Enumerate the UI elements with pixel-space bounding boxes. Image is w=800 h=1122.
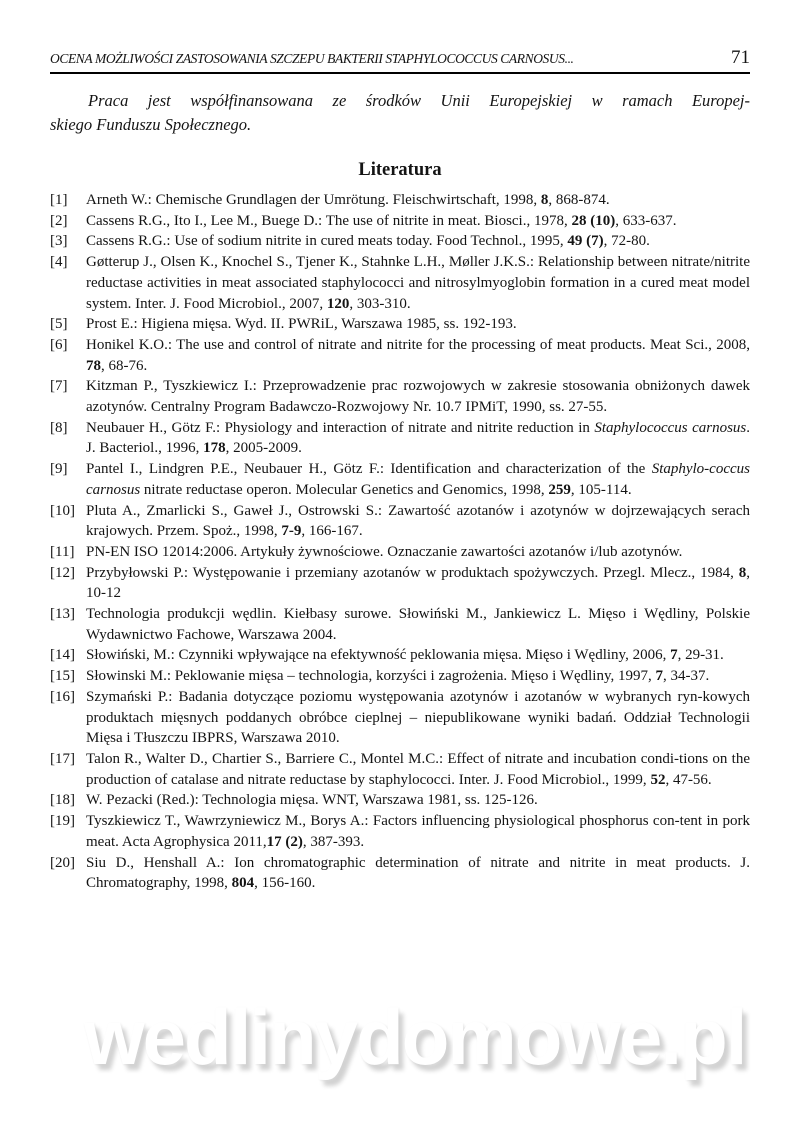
reference-text: Cassens R.G.: Use of sodium nitrite in cured meats today. Food Technol., 1995, 49 (7), 72-80. <box>86 233 650 250</box>
reference-text: Cassens R.G., Ito I., Lee M., Buege D.: The use of nitrite in meat. Biosci., 1978, 28 (10), 633-637. <box>86 212 677 229</box>
reference-item <box>50 542 750 563</box>
funding-note-line-2: skiego Funduszu Społecznego. <box>50 114 252 134</box>
reference-item <box>50 252 750 314</box>
reference-text: Neubauer H., Götz F.: Physiology and interaction of nitrate and nitrite reduction in Staphylococcus carnosus. J. Bacteriol., 1996, 178, 2005-2009. <box>86 419 750 457</box>
reference-item <box>50 687 750 749</box>
reference-item <box>50 501 750 542</box>
reference-text: Słowiński, M.: Czynniki wpływające na efektywność peklowania mięsa. Mięso i Wędliny, 2006, 7, 29-31. <box>86 647 724 664</box>
page-header <box>50 48 750 67</box>
reference-text: Przybyłowski P.: Występowanie i przemiany azotanów w produktach spożywczych. Przegl. Mlecz., 1984, 8, 10-12 <box>86 564 750 602</box>
reference-text: Prost E.: Higiena mięsa. Wyd. II. PWRiL, Warszawa 1985, ss. 192-193. <box>86 316 517 333</box>
reference-item <box>50 231 750 252</box>
reference-text: Kitzman P., Tyszkiewicz I.: Przeprowadzenie prac rozwojowych w zakresie stosowania obniżonych dawek azotynów. Centralny Program Badawczo-Rozwojowy Nr. 10.7 IPMiT, 1990, ss. 27-55. <box>86 378 750 416</box>
funding-note-line-1: Praca jest współfinansowana ze środków Unii Europejskiej w ramach Europej- <box>88 91 750 110</box>
funding-note <box>50 89 750 136</box>
reference-item <box>50 314 750 335</box>
reference-label: [9] <box>50 461 68 478</box>
reference-text: Talon R., Walter D., Chartier S., Barriere C., Montel M.C.: Effect of nitrate and incubation condi-tions on the production of catalase and nitrate reductase by staphylococci. Inter. J. Food Microbiol., 1999, 52, 47-56. <box>86 750 750 788</box>
reference-text: Gøtterup J., Olsen K., Knochel S., Tjener K., Stahnke L.H., Møller J.K.S.: Relationship between nitrate/nitrite reductase activities in meat associated staphylococci and nitrosylmyoglobin formation in a cured meat model system. Inter. J. Food Microbiol., 2007, 120, 303-310. <box>86 254 750 312</box>
reference-item <box>50 376 750 417</box>
reference-label: [7] <box>50 378 68 395</box>
reference-label: [20] <box>50 854 75 871</box>
reference-item <box>50 335 750 376</box>
reference-text: Honikel K.O.: The use and control of nitrate and nitrite for the processing of meat products. Meat Sci., 2008, 78, 68-76. <box>86 336 750 374</box>
reference-label: [8] <box>50 419 68 436</box>
reference-list <box>50 190 750 894</box>
reference-label: [15] <box>50 668 75 685</box>
reference-label: [16] <box>50 688 75 705</box>
reference-text: Arneth W.: Chemische Grundlagen der Umrötung. Fleischwirtschaft, 1998, 8, 868-874. <box>86 192 610 208</box>
reference-text: W. Pezacki (Red.): Technologia mięsa. WNT, Warszawa 1981, ss. 125-126. <box>86 792 538 809</box>
reference-label: [19] <box>50 813 75 830</box>
reference-item <box>50 563 750 604</box>
reference-label: [4] <box>50 254 68 271</box>
reference-text: Pantel I., Lindgren P.E., Neubauer H., Götz F.: Identification and characterization of the Staphylo-coccus carnosus nitrate reductase operon. Molecular Genetics and Genomics, 1998, 259, 105-114. <box>86 461 750 498</box>
reference-text: Pluta A., Zmarlicki S., Gaweł J., Ostrowski S.: Zawartość azotanów i azotynów w dojrzewających serach krajowych. Przem. Spoż., 1998, 7-9, 166-167. <box>86 502 750 540</box>
reference-text: Tyszkiewicz T., Wawrzyniewicz M., Borys A.: Factors influencing physiological phosphorus con-tent in pork meat. Acta Agrophysica 2011,17 (2), 387-393. <box>86 813 750 850</box>
reference-item <box>50 418 750 459</box>
reference-item <box>50 604 750 645</box>
reference-text: Technologia produkcji wędlin. Kiełbasy surowe. Słowiński M., Jankiewicz L. Mięso i Wędliny, Polskie Wydawnictwo Fachowe, Warszawa 2004. <box>86 606 750 643</box>
reference-item <box>50 853 750 894</box>
reference-label: [1] <box>50 192 68 208</box>
reference-label: [10] <box>50 502 75 519</box>
header-rule <box>50 72 750 74</box>
reference-label: [2] <box>50 212 68 229</box>
reference-label: [11] <box>50 543 75 560</box>
reference-item <box>50 645 750 666</box>
reference-item <box>50 749 750 790</box>
reference-item <box>50 459 750 500</box>
reference-label: [14] <box>50 647 75 664</box>
reference-text: Szymański P.: Badania dotyczące poziomu występowania azotynów i azotanów w wybranych ryn-kowych produktach mięsnych poddanych obróbce cieplnej – niepublikowane wyniki badań. Oddział Technologii Mięsa i Tłuszczu IBPRS, Warszawa 2010. <box>86 688 750 747</box>
reference-label: [3] <box>50 233 68 250</box>
reference-text: PN-EN ISO 12014:2006. Artykuły żywnościowe. Oznaczanie zawartości azotanów i/lub azotynów. <box>86 543 683 560</box>
reference-text: Siu D., Henshall A.: Ion chromatographic determination of nitrate and nitrite in meat products. J. Chromatography, 1998, 804, 156-160. <box>86 854 750 892</box>
watermark: wedlinydomowe.pl <box>84 993 746 1081</box>
reference-label: [18] <box>50 792 75 809</box>
reference-label: [13] <box>50 606 75 623</box>
reference-label: [17] <box>50 750 75 767</box>
reference-text: Słowinski M.: Peklowanie mięsa – technologia, korzyści i zagrożenia. Mięso i Wędliny, 1997, 7, 34-37. <box>86 668 710 685</box>
reference-label: [6] <box>50 336 68 353</box>
running-title: OCENA MOŻLIWOŚCI ZASTOSOWANIA SZCZEPU BAKTERII STAPHYLOCOCCUS CARNOSUS... <box>50 51 574 66</box>
section-title: Literatura <box>358 160 442 180</box>
page-number: 71 <box>731 47 750 68</box>
reference-item <box>50 811 750 852</box>
reference-label: [5] <box>50 316 68 333</box>
reference-item <box>50 211 750 232</box>
reference-label: [12] <box>50 564 75 581</box>
reference-item <box>50 190 750 211</box>
reference-item <box>50 666 750 687</box>
reference-item <box>50 790 750 811</box>
